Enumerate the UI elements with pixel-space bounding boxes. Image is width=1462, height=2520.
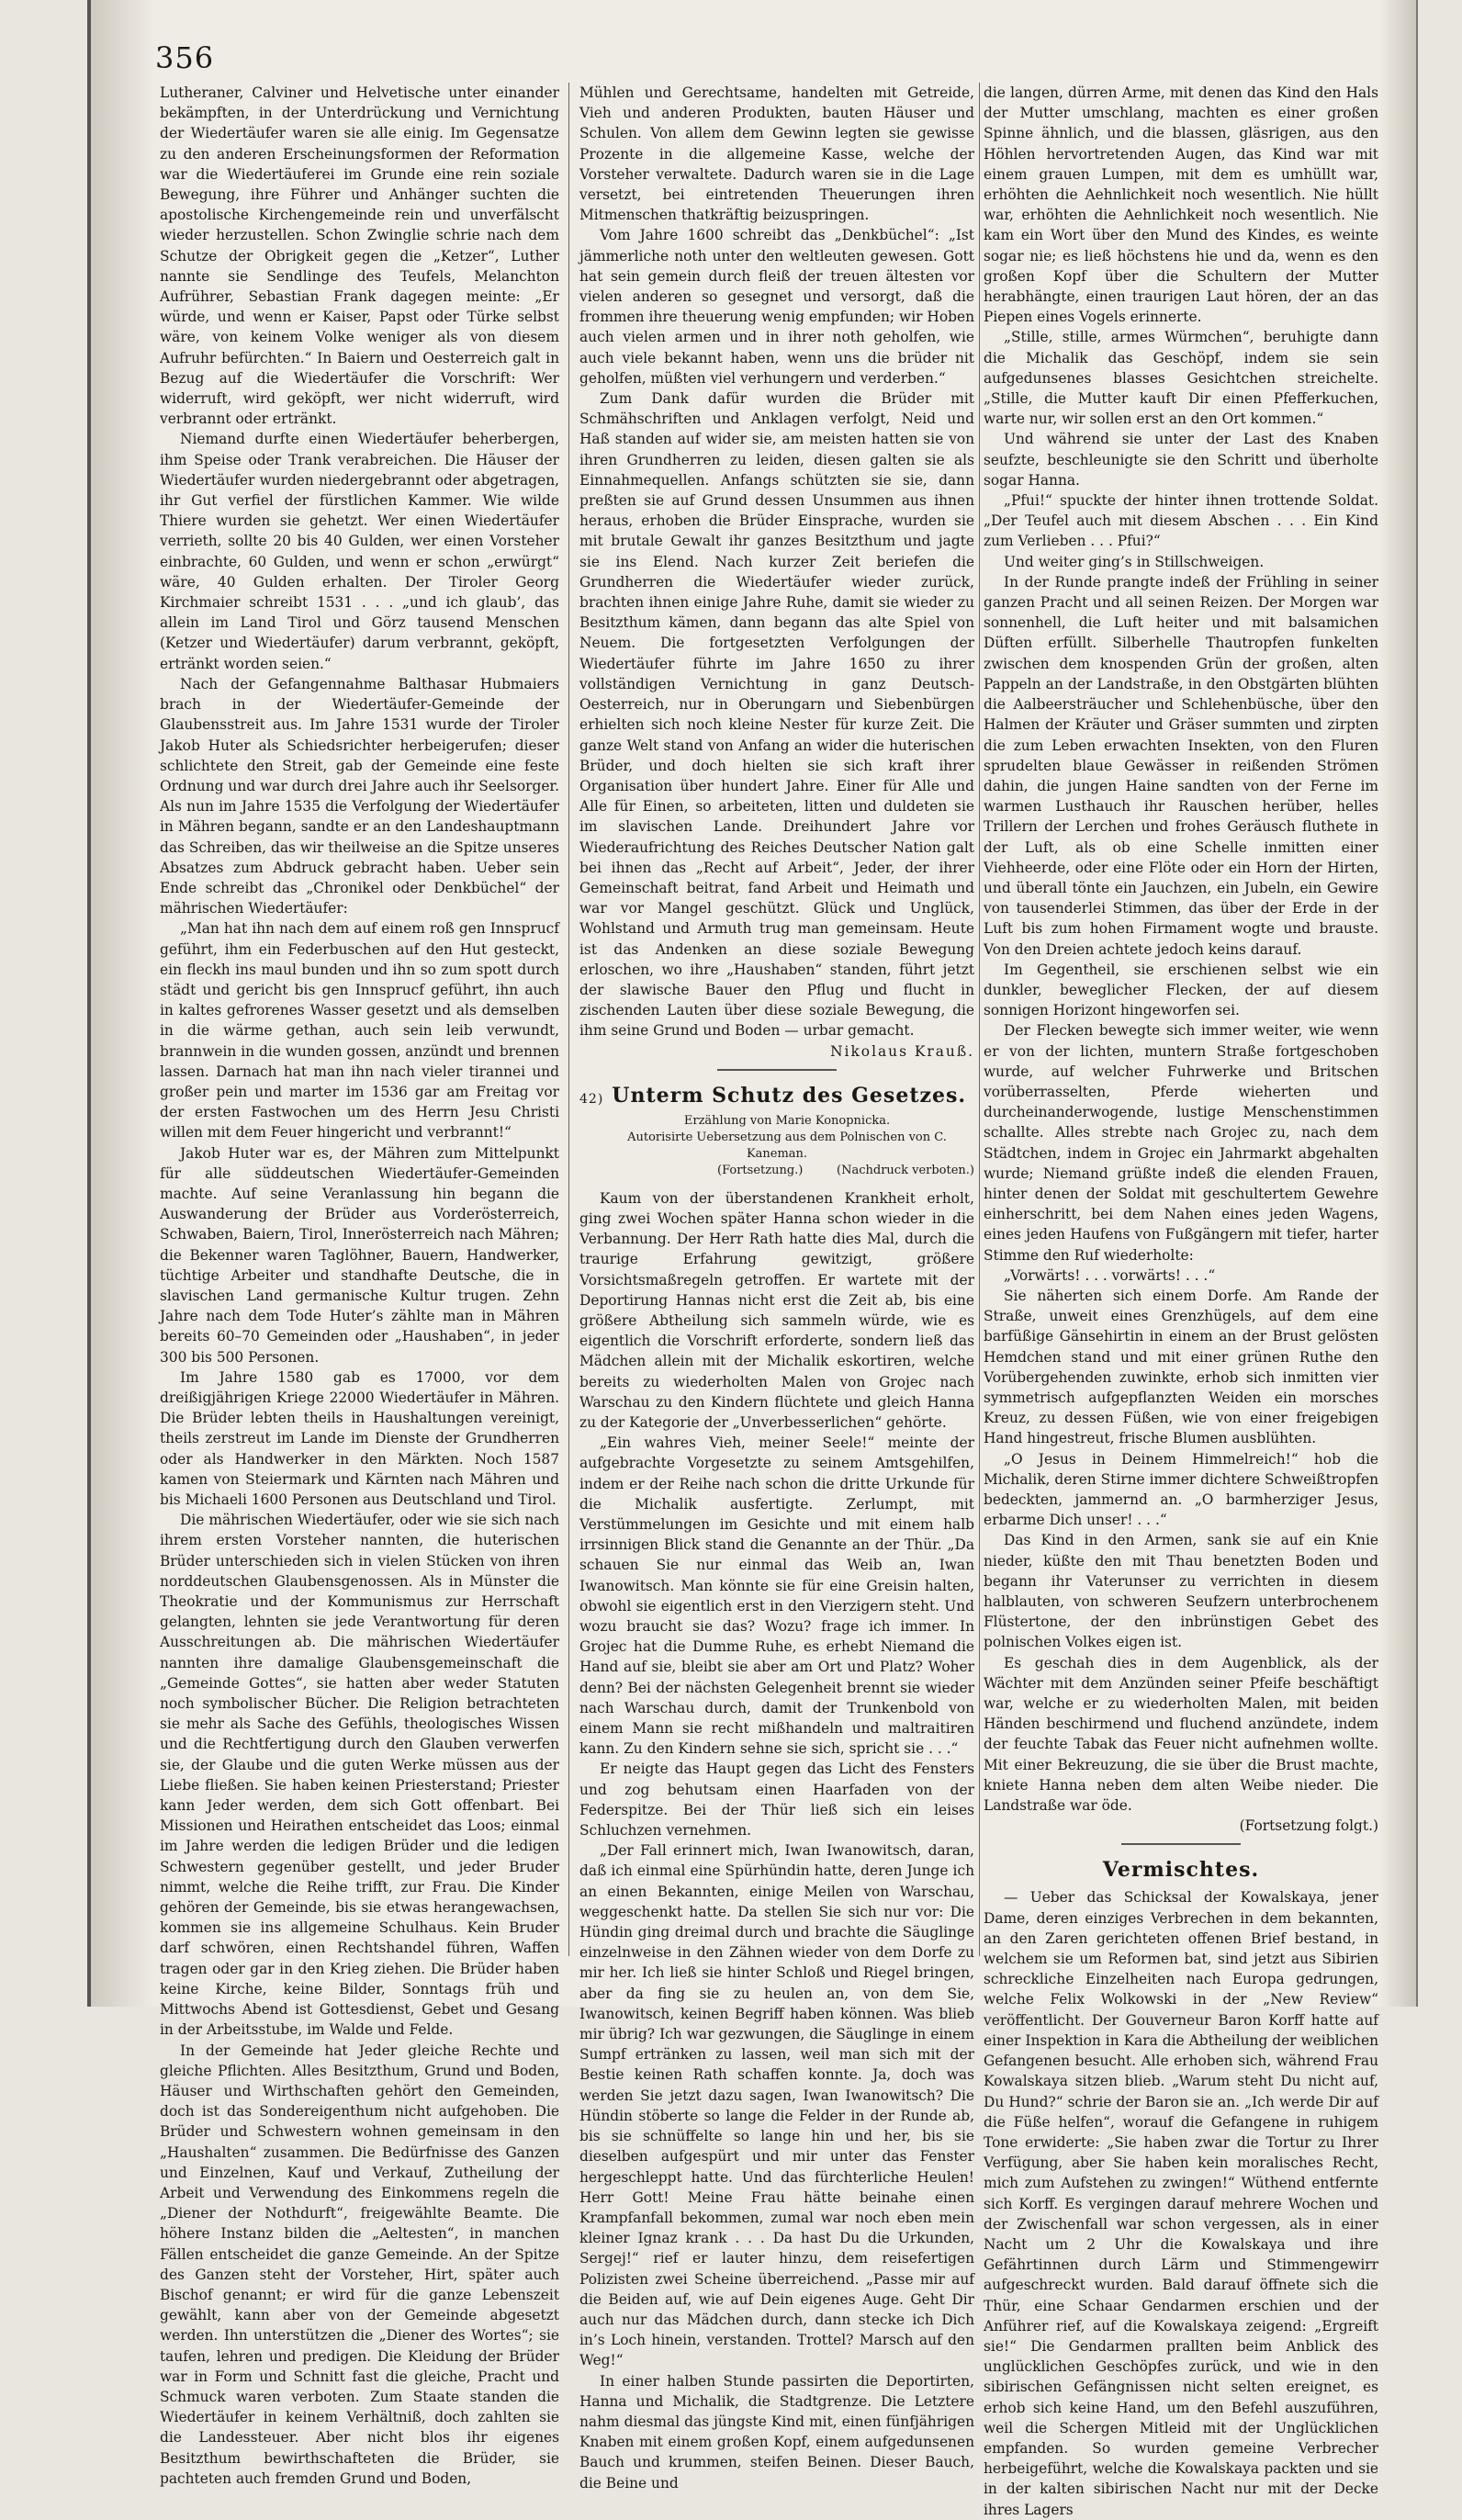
paragraph: Nach der Gefangennahme Balthasar Hubmaiers brach in der Wiedertäufer-Gemeinde der Glaubensstreit aus. Im Jahre 1531 wurde der Tiroler Jakob Huter als Schiedsrichter herbeigerufen; dieser schlichtete den Streit, gab der Gemeinde eine feste Ordnung und war durch drei Jahre auch ihr Seelsorger. Als nun im Jahre 1535 die Verfolgung der Wiedertäufer in Mähren begann, sandte er an den Landeshauptmann das Schreiben, das wir theilweise an die Spitze unseres Absatzes zum Abdruck gebracht haben. Ueber sein Ende schreibt das „Chronikel oder Denkbüchel“ der mährischen Wiedertäufer: (160, 675, 559, 917)
article-signature: Nikolaus Krauß. (830, 1042, 974, 1060)
paragraph: Das Kind in den Armen, sank sie auf ein Knie nieder, küßte den mit Thau benetzten Boden und begann ihr Vaterunser zu verrichten in diesem halblauten, von schweren Seufzern unterbrochenem Flüstertone, der den inbrünstigen Gebet des polnischen Volkes eigen ist. (984, 1532, 1378, 1651)
column-divider-1 (568, 83, 569, 1956)
story-notes (579, 1163, 974, 1179)
paragraph: „Pfui!“ spuckte der hinter ihnen trottende Soldat. „Der Teufel auch mit diesem Abschen . . . Ein Kind zum Verlieben . . . Pfui?“ (984, 492, 1378, 550)
column-2 (579, 83, 974, 2492)
paragraph: die langen, dürren Arme, mit denen das Kind den Hals der Mutter umschlang, machten es einer großen Spinne ähnlich, und die blassen, gläsrigen, aus den Höhlen hervortretenden Augen, das Kind war mit einem grauen Lumpen, mit dem es umhüllt war, erhöhten die Aehnlichkeit noch wesentlich. Nie hüllt war, erhöhten die Aehnlichkeit noch wesentlich. Nie kam ein Wort über den Mund des Kindes, es weinte sogar nie; es ließ höchstens hie und da, wenn es den großen Kopf über die Schultern der Mutter herabhängte, einen traurigen Laut hören, der an das Piepen eines Vogels erinnerte. (984, 84, 1378, 326)
story-translation-note: Autorisirte Uebersetzung aus dem Polnischen von C. Kaneman. (627, 1130, 947, 1161)
paragraph: „Der Fall erinnert mich, Iwan Iwanowitsch, daran, daß ich einmal eine Spürhündin hatte, deren Junge ich an einen Bekannten, einige Meilen von Warschau, weggeschenkt hatte. Da stellen Sie sich nur vor: Die Hündin ging dreimal durch und brachte die Säuglinge einzelnweise in den Zähnen wieder von dem Dorfe zu mir her. Ich ließ sie hinter Schloß und Riegel bringen, aber da fing sie zu heulen an, von dem Sie, Iwanowitsch, keinen Begriff haben können. Was blieb mir übrig? Ich war gezwungen, die Säuglinge in einem Sumpf ertränken zu lassen, weil man sich mit der Bestie keinen Rath schaffen konnte. Ja, doch was werden Sie jetzt dazu sagen, Iwan Iwanowitsch? Die Hündin stöberte so lange die Felder in der Runde ab, bis sie schnüffelte so lange hin und her, bis sie dieselben aufgespürt und mir unter das Fenster hergeschleppt hatte. Und das fürchterliche Heulen! Herr Gott! Meine Frau hätte beinahe einen Krampfanfall bekommen, zumal war noch eben mein kleiner Ignaz krank . . . Da hast Du die Urkunden, Sergej!“ rief er lauter hinzu, dem reisefertigen Polizisten zwei Scheine überreichend. „Passe mir auf die Beiden auf, wie auf Dein eigenes Auge. Geht Dir auch nur das Mädchen durch, dann stecke ich Dich in’s Loch hinein, verstanden. Trottel? Marsch auf den Weg!“ (579, 1842, 974, 2369)
section-divider (717, 1069, 837, 1071)
column-divider-2 (979, 83, 980, 1956)
page-number: 356 (155, 40, 215, 75)
misc-title: Vermischtes. (1102, 1858, 1260, 1883)
paragraph: Der Flecken bewegte sich immer weiter, wie wenn er von der lichten, muntern Straße fortgeschoben wurde, auf welcher Fuhrwerke und Britschen vorüberrasselten, Pferde wieherten und durcheinanderwogende, lustige Menschenstimmen schallte. Alles strebte nach Grojec zu, nach dem Städtchen, indem in Grojec ein Jahrmarkt abgehalten wurde; Niemand grüßte indeß die elenden Frauen, hinter denen der Soldat mit geschultertem Gewehre einherschritt, bei dem Nahen eines jeden Wagens, eines jeden Haufens von Fußgängern mit tiefer, harter Stimme den Ruf wiederholte: (984, 1022, 1378, 1264)
paragraph: In der Runde prangte indeß der Frühling in seiner ganzen Pracht und all seinen Reizen. Der Morgen war sonnenhell, die Luft heiter und mit balsamichen Düften erfüllt. Silberhelle Thautropfen funkelten zwischen dem knospenden Grün der großen, alten Pappeln an der Landstraße, in den Obstgärten blühten die Aalbeersträucher und Schlehenbüsche, über den Halmen der Kräuter und Gräser summten und zirpten die zum Leben erwachten Insekten, von den Fluren sprudelten blaue Gewässer in reißenden Strömen dahin, die jungen Haine sandten von der Ferne im warmen Lusthauch ihr Rauschen herüber, helles Trillern der Lerchen und frohes Geräusch fluthete in der Luft, als ob eine Schelle inmitten einer Viehheerde, oder eine Flöte oder ein Horn der Hirten, und überall tönte ein Jauchzen, ein Jubeln, ein Gewire von tausenderlei Stimmen, das über der Erde in der Luft bis zum hohen Firmament wogte und brauste. Von den Dreien achtete jedoch keins darauf. (984, 573, 1378, 958)
paragraph: Jakob Huter war es, der Mähren zum Mittelpunkt für alle süddeutschen Wiedertäufer-Gemeinden machte. Auf seine Veranlassung hin begann die Auswanderung der Brüder aus Vorderösterreich, Schwaben, Baiern, Tirol, Innerösterreich nach Mähren; die Bekenner waren Taglöhner, Bauern, Handwerker, tüchtige Arbeiter und standhafte Deutsche, die in slavischen Land germanische Kultur trugen. Zehn Jahre nach dem Tode Huter’s zählte man in Mähren bereits 60–70 Gemeinden oder „Haushaben“, in jeder 300 bis 500 Personen. (160, 1144, 559, 1366)
paragraph: Im Gegentheil, sie erschienen selbst wie ein dunkler, beweglicher Flecken, der auf diesem sonnigen Horizont hingeworfen sei. (984, 961, 1378, 1019)
story-continuation-note: (Fortsetzung folgt.) (1239, 1817, 1378, 1835)
paragraph: Er neigte das Haupt gegen das Licht des Fensters und zog behutsam einen Haarfaden von der Federspitze. Bei der Thür ließ sich ein leises Schluchzen vernehmen. (579, 1761, 974, 1839)
paragraph: Lutheraner, Calviner und Helvetische unter einander bekämpften, in der Unterdrückung und Vernichtung der Wiedertäufer waren sie alle einig. Im Gegensatze zu den anderen Erscheinungsformen der Reformation war die Wiedertäuferei im Grunde eine rein soziale Bewegung, ihre Führer und Anhänger suchten die apostolische Kirchengemeinde rein und unverfälscht wieder herzustellen. Schon Zwinglie schrie nach dem Schutze der Obrigkeit gegen die „Ketzer“, Luther nannte sie Sendlinge des Teufels, Melanchton Aufrührer, Sebastian Frank dagegen meinte: „Er würde, und wenn er Kaiser, Papst oder Türke selbst wäre, von keinem Volke weniger als von diesem Aufruhr befürchten.“ In Baiern und Oesterreich galt in Bezug auf die Wiedertäufer die Vorschrift: Wer widerruft, wird geköpft, wer nicht widerruft, wird verbrannt oder ertränkt. (160, 84, 559, 428)
story-title: Unterm Schutz des Gesetzes. (612, 1083, 967, 1108)
paragraph: „Stille, stille, armes Würmchen“, beruhigte dann die Michalik das Geschöpf, indem sie sein aufgedunsenes blasses Gesichtchen streichelte. „Stille, die Mutter kauft Dir einen Pfefferkuchen, warte nur, wir sollen erst an den Ort kommen.“ (984, 329, 1378, 428)
paragraph: Mühlen und Gerechtsame, handelten mit Getreide, Vieh und anderen Produkten, bauten Häuser und Schulen. Von allem dem Gewinn legten sie gewisse Prozente in die allgemeine Kasse, welche der Vorsteher verwaltete. Dadurch waren sie in die Lage versetzt, bei eintretenden Theuerungen ihren Mitmenschen thatkräftig beizuspringen. (579, 84, 974, 224)
paragraph: — Ueber das Schicksal der Kowalskaya, jener Dame, deren einziges Verbrechen in dem bekannten, an den Zaren gerichteten offenen Brief bestand, in welchem sie um Reformen bat, sind jetzt aus Sibirien schreckliche Einzelheiten nach Europa gedrungen, welche Felix Wolkowski in der „New Review“ veröffentlicht. Der Gouverneur Baron Korff hatte auf einer Inspektion in Kara die Abtheilung der weiblichen Gefangenen besucht. Alle erhoben sich, während Frau Kowalskaya sitzen blieb. „Warum steht Du nicht auf, Du Hund?“ schrie der Baron sie an. „Ich werde Dir auf die Füße helfen“, worauf die Gefangene in ruhigem Tone erwiderte: „Sie haben zwar die Tortur zu Ihrer Verfügung, aber Sie haben kein moralisches Recht, mich zum Aufstehen zu zwingen!“ Wüthend entfernte sich Korff. Es vergingen darauf mehrere Wochen und der Zwischenfall war schon vergessen, als in einer Nacht um 2 Uhr die Kowalskaya und ihre Gefährtinnen durch Lärm und Stimmengewirr aufgeschreckt wurden. Bald darauf öffnete sich die Thür, eine Schaar Gendarmen erschien und der Anführer rief, auf die Kowalskaya zeigend: „Ergreift sie!“ Die Gendarmen prallten beim Anblick des unglücklichen Geschöpfes zurück, und wie in den sibirischen Gefängnissen nicht selten ereignet, es erhob sich keine Hand, um den Befehl auszuführen, weil die Schergen Mitleid mit der Unglücklichen empfanden. So wurden gemeine Verbrecher herbeigeführt, welche die Kowalskaya packten und sie in der kalten sibirischen Nacht nur mit der Decke ihres Lagers (984, 1889, 1378, 2518)
page-fold-shadow (91, 0, 155, 2007)
paragraph: Und während sie unter der Last des Knaben seufzte, beschleunigte sie den Schritt und überholte sogar Hanna. (984, 431, 1378, 489)
column-1 (160, 83, 559, 2487)
paragraph: In einer halben Stunde passirten die Deportirten, Hanna und Michalik, die Stadtgrenze. Die Letztere nahm diesmal das jüngste Kind mit, einen fünfjährigen Knaben mit einem großen Kopf, einem aufgedunsenen Bauch und krummen, steifen Beinen. Dieser Bauch, die Beine und (579, 2372, 974, 2492)
newspaper-page (87, 0, 1418, 2518)
paragraph: Und weiter ging’s in Stillschweigen. (1004, 553, 1265, 570)
story-byline: Erzählung von Marie Konopnicka. (683, 1113, 891, 1128)
story-title-block (579, 1082, 974, 1109)
page-right-edge (1379, 0, 1418, 2007)
paragraph: Die mährischen Wiedertäufer, oder wie sie sich nach ihrem ersten Vorsteher nannten, die huterischen Brüder unterschieden sich in vielen Stücken von ihren norddeutschen Glaubensgenossen. Als in Münster die Theokratie und der Kommunismus zur Herrschaft gelangten, lehnten sie jede Verantwortung für deren Ausschreitungen ab. Die mährischen Wiedertäufer nannten ihre damalige Glaubensgemeinschaft die „Gemeinde Gottes“, sie hatten aber weder Statuten noch symbolischer Bücher. Die Religion betrachteten sie mehr als Sache des Gefühls, theologisches Wissen und die Rechtfertigung durch den Glauben verwerfen sie, der Glaube und die guten Werke müssen aus der Liebe fließen. Sie haben keinen Priesterstand; Priester kann Jeder werden, dem sich Gott offenbart. Bei Missionen und Heirathen entscheidet das Loos; einmal im Jahre werden die ledigen Brüder und die ledigen Schwestern gegenüber gestellt, und jeder Bruder nimmt, welche die Reihe trifft, zur Frau. Die Kinder gehören der Gemeinde, bis sie etwas herangewachsen, kommen sie ins allgemeine Schulhaus. Kein Bruder darf schwören, einen Rechtshandel führen, Waffen tragen oder gar in den Krieg ziehen. Die Brüder haben keine Kirche, keine Bilder, Sonntags früh und Mittwochs Abend ist Gottesdienst, Gebet und Gesang in der Arbeitsstube, im Walde und Felde. (160, 1512, 559, 2039)
paragraph: Im Jahre 1580 gab es 17000, vor dem dreißigjährigen Kriege 22000 Wiedertäufer in Mähren. Die Brüder lebten theils in Haushaltungen vereinigt, theils zerstreut im Lande im Dienste der Grundherren oder als Handwerker in den Märkten. Noch 1587 kamen von Steiermark und Kärnten nach Mähren und bis Michaeli 1600 Personen aus Deutschland und Tirol. (160, 1368, 559, 1509)
paragraph: „O Jesus in Deinem Himmelreich!“ hob die Michalik, deren Stirne immer dichtere Schweißtropfen bedeckten, jammernd an. „O barmherziger Jesus, erbarme Dich unser! . . .“ (984, 1450, 1378, 1529)
paragraph: „Vorwärts! . . . vorwärts! . . .“ (1004, 1266, 1216, 1284)
quote-paragraph: „Man hat ihn nach dem auf einem roß gen Innsprucf geführt, ihm ein Federbuschen auf den Hut gesteckt, ein fleckh ins maul bunden und ihn so zum spott durch städt und gericht bis gen Innsprucf geführt, ihn auch in kaltes gefrorenes Wasser gesetzt und als demselben in die wärme gethan, auch sein leib verwundt, brannwein in die wunden gossen, anzündt und brennen lassen. Darnach hat man ihn nach vieler tirannei und großer pein und marter im 1536 gar am Freitag vor der ersten Fastwochen um des Herrn Jesu Christi willen mit dem Feuer hingericht und verbrannt!“ (160, 920, 559, 1142)
paragraph: Vom Jahre 1600 schreibt das „Denkbüchel“: „Ist jämmerliche noth unter den weltleuten gewesen. Gott hat sein gemein durch fleiß der treuen ältesten vor vielen anderen so gesegnet und versorgt, daß die frommen ihre theuerung wenig empfunden; wir Hoben auch vielen armen und in ihrer noth geholfen, wie auch viele bekannt haben, wenn uns die brüder nit geholfen, müßten viel verhungern und verderben.“ (579, 227, 974, 387)
paragraph: Niemand durfte einen Wiedertäufer beherbergen, ihm Speise oder Trank verabreichen. Die Häuser der Wiedertäufer wurden niedergebrannt oder abgetragen, ihr Gut verfiel der fürstlichen Kammer. Wie wilde Thiere wurden sie gehetzt. Wer einen Wiedertäufer verrieth, sollte 20 bis 40 Gulden, wer einen Vorsteher einbrachte, 60 Gulden, und wenn er schon „erwürgt“ wäre, 40 Gulden erhalten. Der Tiroler Georg Kirchmaier schreibt 1531 . . . „und ich glaub’, das allein im Land Tirol und Görz tausend Menschen (Ketzer und Wiedertäufer) darum verbrannt, geköpft, ertränkt worden seien.“ (160, 431, 559, 672)
paragraph: Zum Dank dafür wurden die Brüder mit Schmähschriften und Anklagen verfolgt, Neid und Haß standen auf wider sie, am meisten hatten sie von ihren Grundherren zu leiden, diesen galten sie als Einnahmequellen. Anfangs schützten sie sie, dann preßten sie auf Grund dessen Unsummen aus ihnen heraus, erhoben die Brüder Einsprache, wurden sie mit brutale Gewalt ihr ganzes Besitzthum und jagte sie ins Elend. Nach kurzer Zeit beriefen die Grundherren die Wiedertäufer wieder zurück, brachten ihnen einige Jahre Ruhe, damit sie wieder zu Besitzthum kämen, dann begann das alte Spiel von Neuem. Die fortgesetzten Verfolgungen der Wiedertäufer führte im Jahre 1650 zu ihrer vollständigen Vernichtung in ganz Deutsch-Oesterreich, nur in Oberungarn und Siebenbürgen erhielten sich noch kleine Nester für kurze Zeit. Die ganze Welt stand von Anfang an wider die huterischen Brüder, und doch hielten sie sich kraft ihrer Organisation über hundert Jahre. Einer für Alle und Alle für Einen, so arbeiteten, litten und duldeten sie im slavischen Lande. Dreihundert Jahre vor Wiederaufrichtung des Reiches Deutscher Nation galt bei ihnen das „Recht auf Arbeit“, Jeder, der ihrer Gemeinschaft beitrat, fand Arbeit und Heimath und war vor Mangel geschützt. Glück und Unglück, Wohlstand und Armuth trug man gemeinsam. Heute ist das Andenken an diese soziale Bewegung erloschen, wo ihre „Haushaben“ standen, führt jetzt der slawische Bauer den Pflug und flucht in zischenden Lauten über diese soziale Bewegung, die ihm seine Grund und Boden — urbar gemacht. (579, 390, 974, 1040)
story-rights: (Nachdruck verboten.) (837, 1163, 974, 1177)
column-3 (984, 83, 1378, 2518)
paragraph: „Ein wahres Vieh, meiner Seele!“ meinte der aufgebrachte Vorgesetzte zu seinem Amtsgehilfen, indem er der Reihe nach schon die dritte Urkunde für die Michalik ausfertigte. Zerlumpt, mit Verstümmelungen im Gesichte und mit einem halb irrsinnigen Blick stand die Genannte an der Thür. „Da schauen Sie nur einmal das Weib an, Iwan Iwanowitsch. Man könnte sie für eine Greisin halten, obwohl sie eigentlich erst in den Vierzigern steht. Und wozu braucht sie das? Wozu? frage ich immer. In Grojec hat die Dumme Ruhe, es erhebt Niemand die Hand auf sie, bleibt sie aber am Ort und Platz? Woher denn? Bei der nächsten Gelegenheit brennt sie wieder nach Warschau durch, damit der Trunkenbold von einem Mann sie recht mißhandeln und maltraitiren kann. Zu den Kindern sehne sie sich, spricht sie . . .“ (579, 1434, 974, 1758)
story-number: 42) (579, 1091, 604, 1107)
paragraph: Sie näherten sich einem Dorfe. Am Rande der Straße, unweit eines Grenzhügels, auf dem eine barfüßige Gänsehirtin in einem an der Brust gelösten Hemdchen stand und mit einer grünen Ruthe den Vorübergehenden zuwinkte, erhob sich inmitten vier symmetrisch aufgepflanzten Weiden ein morsches Kreuz, zu dessen Füßen, wie von einer freigebigen Hand hingestreut, frische Blumen ausblühten. (984, 1287, 1378, 1447)
paragraph: Kaum von der überstandenen Krankheit erholt, ging zwei Wochen später Hanna schon wieder in die Verbannung. Der Herr Rath hatte dies Mal, durch die traurige Erfahrung gewitzigt, größere Vorsichtsmaßregeln getroffen. Er wartete mit der Deportirung Hannas nicht erst die Zeit ab, bis eine größere Abtheilung sich sammeln würde, wie es eigentlich die Vorschrift erforderte, sondern ließ das Mädchen allein mit der Michalik eskortiren, welche bereits zu wiederholten Malen von Grojec nach Warschau zu den Kindern flüchtete und gleich Hanna zu der Kategorie der „Unverbesserlichen“ gehörte. (579, 1189, 974, 1431)
paragraph: Es geschah dies in dem Augenblick, als der Wächter mit dem Anzünden seiner Pfeife beschäftigt war, welche er zu wiederholten Malen, mit beiden Händen beschirmend und fluchend anzündete, indem der feuchte Tabak das Feuer nicht aufnehmen wollte. Mit einer Bekreuzung, die sie über die Brust machte, kniete Hanna neben dem alten Weibe nieder. Die Landstraße war öde. (984, 1654, 1378, 1815)
paragraph: In der Gemeinde hat Jeder gleiche Rechte und gleiche Pflichten. Alles Besitzthum, Grund und Boden, Häuser und Wirthschaften gehört den Gemeinden, doch ist das Sondereigenthum nicht aufgehoben. Die Brüder und Schwestern wohnen gemeinsam in den „Haushalten“ zusammen. Die Bedürfnisse des Ganzen und Einzelnen, Kauf und Verkauf, Zutheilung der Arbeit und Verwendung des Einkommens regeln die „Diener der Nothdurft“, freigewählte Beamte. Die höhere Instanz bilden die „Aeltesten“, in manchen Fällen entscheidet die ganze Gemeinde. An der Spitze des Ganzen steht der Vorsteher, Hirt, später auch Bischof genannt; er wird für die ganze Lebenszeit gewählt, kann aber von der Gemeinde abgesetzt werden. Ihn unterstützen die „Diener des Wortes“; sie taufen, lehren und predigen. Die Kleidung der Brüder war in Form und Schnitt fast die gleiche, Pracht und Schmuck waren verboten. Zum Staate standen die Wiedertäufer in keinem Verhältniß, doch zahlten sie die Landessteuer. Aber nicht blos ihr eigenes Besitzthum bewirthschafteten die Brüder, sie pachteten auch fremden Grund und Boden, (160, 2042, 559, 2487)
section-divider (1121, 1843, 1241, 1845)
story-continuation: (Fortsetzung.) (717, 1163, 804, 1177)
